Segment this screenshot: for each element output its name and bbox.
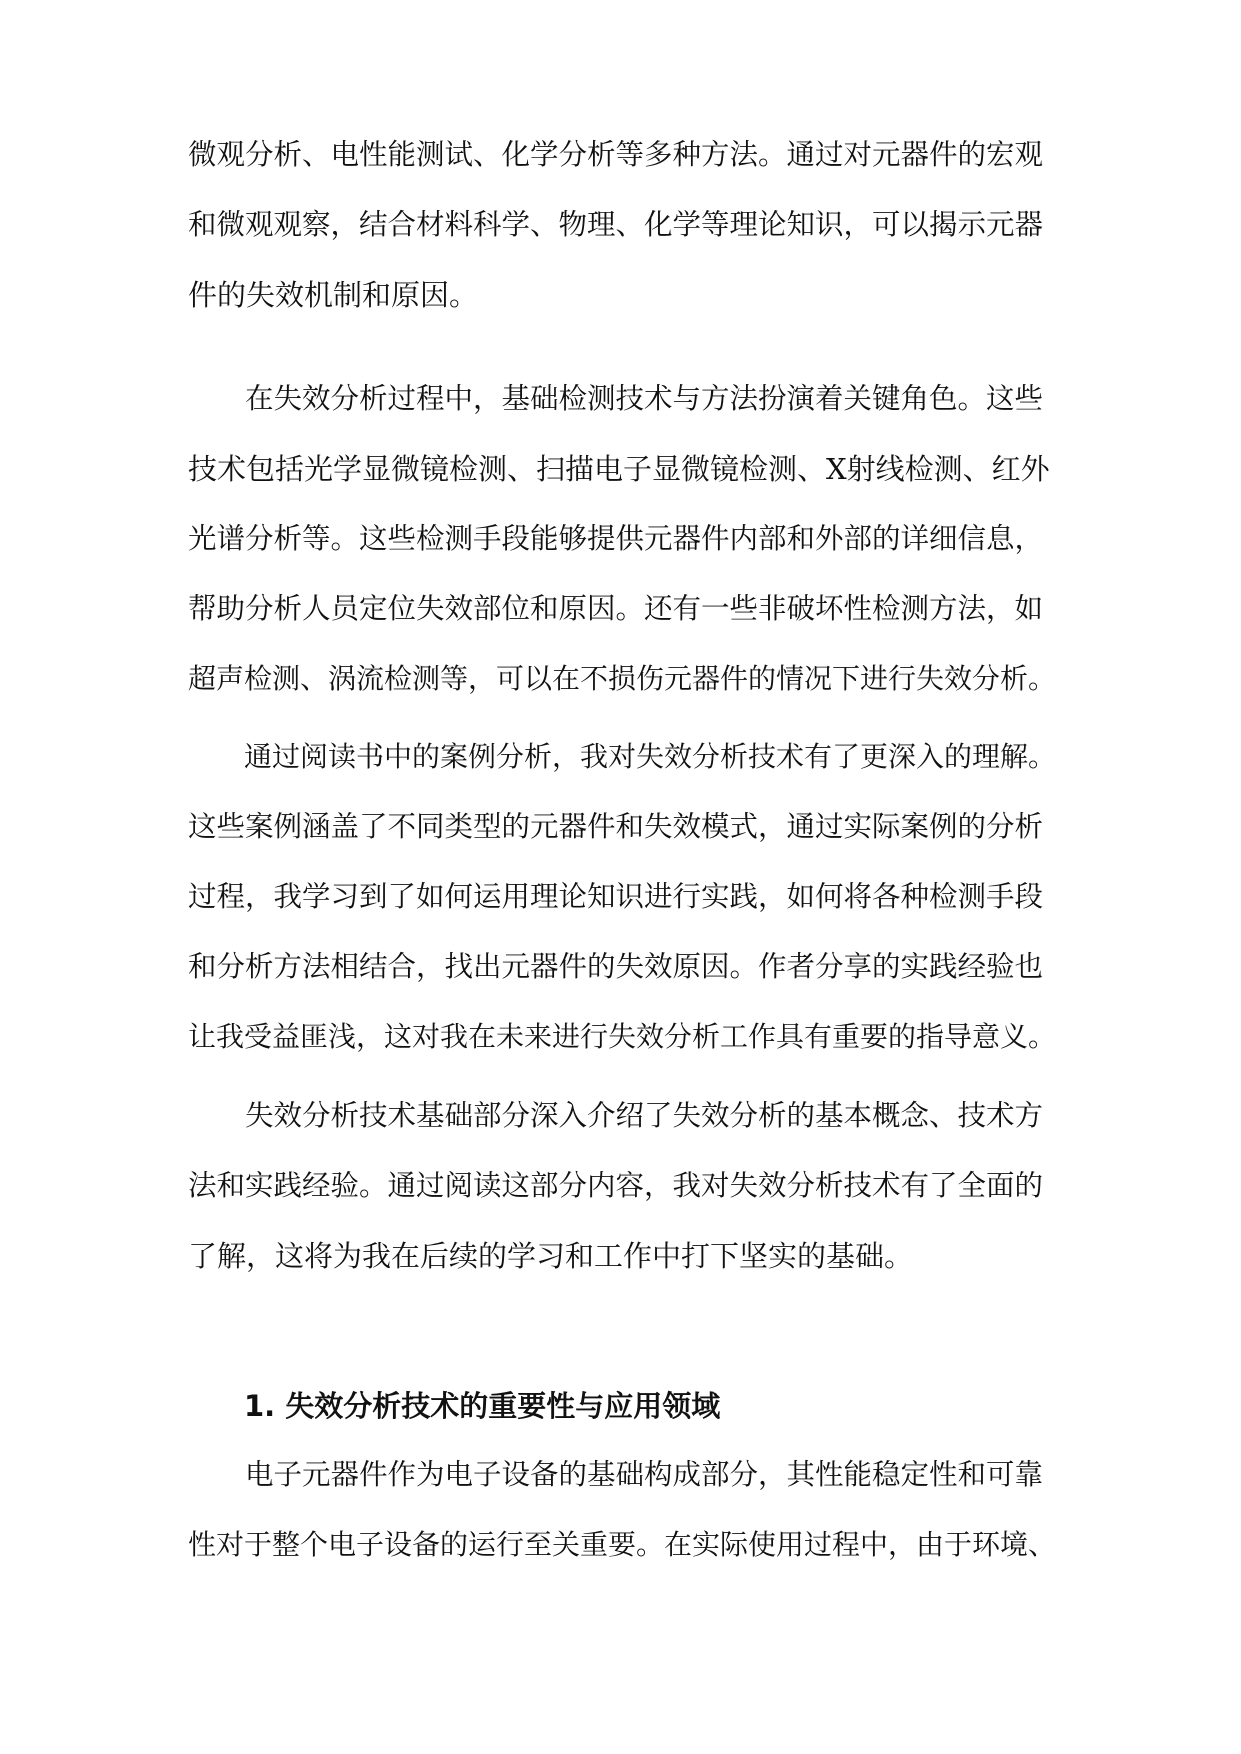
text-line: 这些案例涵盖了不同类型的元器件和失效模式，通过实际案例的分析: [188, 810, 1044, 843]
paragraph-3: [188, 722, 1056, 1072]
text-line: 件的失效机制和原因。: [188, 278, 479, 312]
paragraph-1: [188, 120, 1056, 330]
text-line: 光谱分析等。这些检测手段能够提供元器件内部和外部的详细信息，: [188, 522, 1044, 555]
text-line: 法和实践经验。通过阅读这部分内容，我对失效分析技术有了全面的: [188, 1169, 1044, 1202]
text-line: 超声检测、涡流检测等，可以在不损伤元器件的情况下进行失效分析。: [188, 662, 1057, 695]
text-line: 性对于整个电子设备的运行至关重要。在实际使用过程中，由于环境、: [188, 1528, 1057, 1561]
text-line: 过程，我学习到了如何运用理论知识进行实践，如何将各种检测手段: [188, 880, 1044, 913]
paragraph-4: [188, 1081, 1056, 1291]
section-paragraph: [188, 1440, 1056, 1580]
text-line: 微观分析、电性能测试、化学分析等多种方法。通过对元器件的宏观: [188, 138, 1044, 171]
text-line: 通过阅读书中的案例分析，我对失效分析技术有了更深入的理解。: [188, 740, 1057, 773]
paragraph-2: [188, 364, 1056, 714]
text-line: 在失效分析过程中，基础检测技术与方法扮演着关键角色。这些: [188, 382, 1044, 415]
text-line: 了解，这将为我在后续的学习和工作中打下坚实的基础。: [188, 1239, 914, 1273]
text-line: 让我受益匪浅，这对我在未来进行失效分析工作具有重要的指导意义。: [188, 1020, 1057, 1053]
text-line: 和分析方法相结合，找出元器件的失效原因。作者分享的实践经验也: [188, 950, 1044, 983]
text-line: 失效分析技术基础部分深入介绍了失效分析的基本概念、技术方: [188, 1099, 1044, 1132]
text-line: 技术包括光学显微镜检测、扫描电子显微镜检测、X射线检测、红外: [188, 452, 1050, 486]
text-line: 帮助分析人员定位失效部位和原因。还有一些非破坏性检测方法，如: [188, 592, 1044, 625]
text-line: 电子元器件作为电子设备的基础构成部分，其性能稳定性和可靠: [188, 1458, 1044, 1491]
section-heading: 1. 失效分析技术的重要性与应用领域: [244, 1389, 721, 1423]
text-line: 和微观观察，结合材料科学、物理、化学等理论知识，可以揭示元器: [188, 208, 1044, 241]
